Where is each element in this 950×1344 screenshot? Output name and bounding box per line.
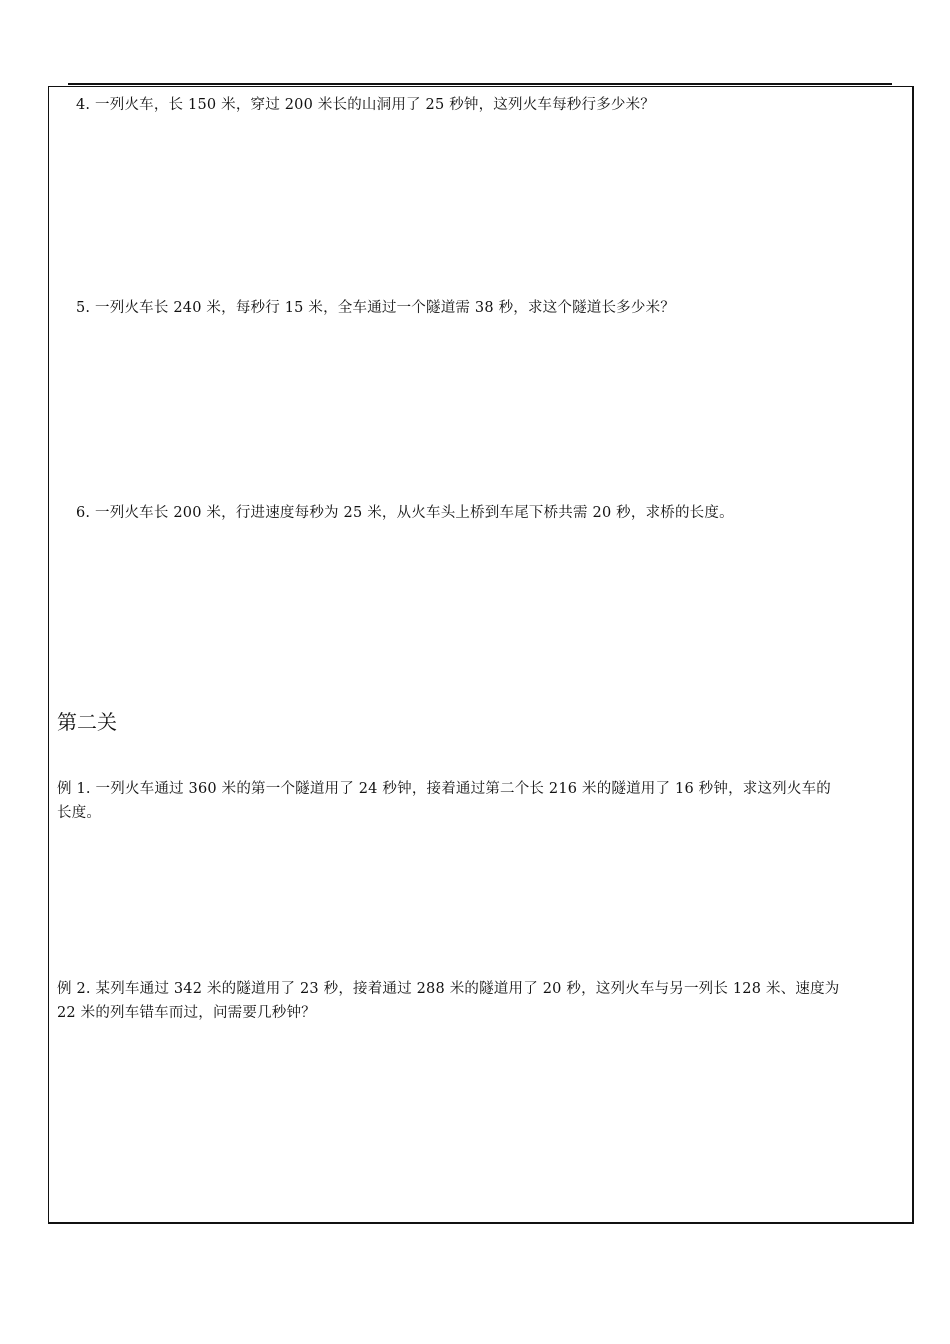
example-1-line-1: 例 1. 一列火车通过 360 米的第一个隧道用了 24 秒钟，接着通过第二个长 216 米的隧道用了 16 秒钟，求这列火车的 <box>57 781 831 797</box>
worksheet-frame <box>48 86 914 1224</box>
example-1-line-2: 长度。 <box>57 805 102 821</box>
example-2-line-2: 22 米的列车错车而过，问需要几秒钟？ <box>57 1005 316 1021</box>
question-5: 5. 一列火车长 240 米，每秒行 15 米，全车通过一个隧道需 38 秒，求这个隧道长多少米？ <box>76 300 675 316</box>
example-2 <box>57 977 907 1025</box>
header-rule <box>68 83 892 85</box>
example-1 <box>57 777 907 825</box>
section-title: 第二关 <box>57 710 117 734</box>
question-6: 6. 一列火车长 200 米，行进速度每秒为 25 米，从火车头上桥到车尾下桥共需 20 秒，求桥的长度。 <box>76 505 734 521</box>
question-4: 4. 一列火车，长 150 米，穿过 200 米长的山洞用了 25 秒钟，这列火车每秒行多少米？ <box>76 97 655 113</box>
example-2-line-1: 例 2. 某列车通过 342 米的隧道用了 23 秒，接着通过 288 米的隧道用了 20 秒，这列火车与另一列长 128 米、速度为 <box>57 981 840 997</box>
